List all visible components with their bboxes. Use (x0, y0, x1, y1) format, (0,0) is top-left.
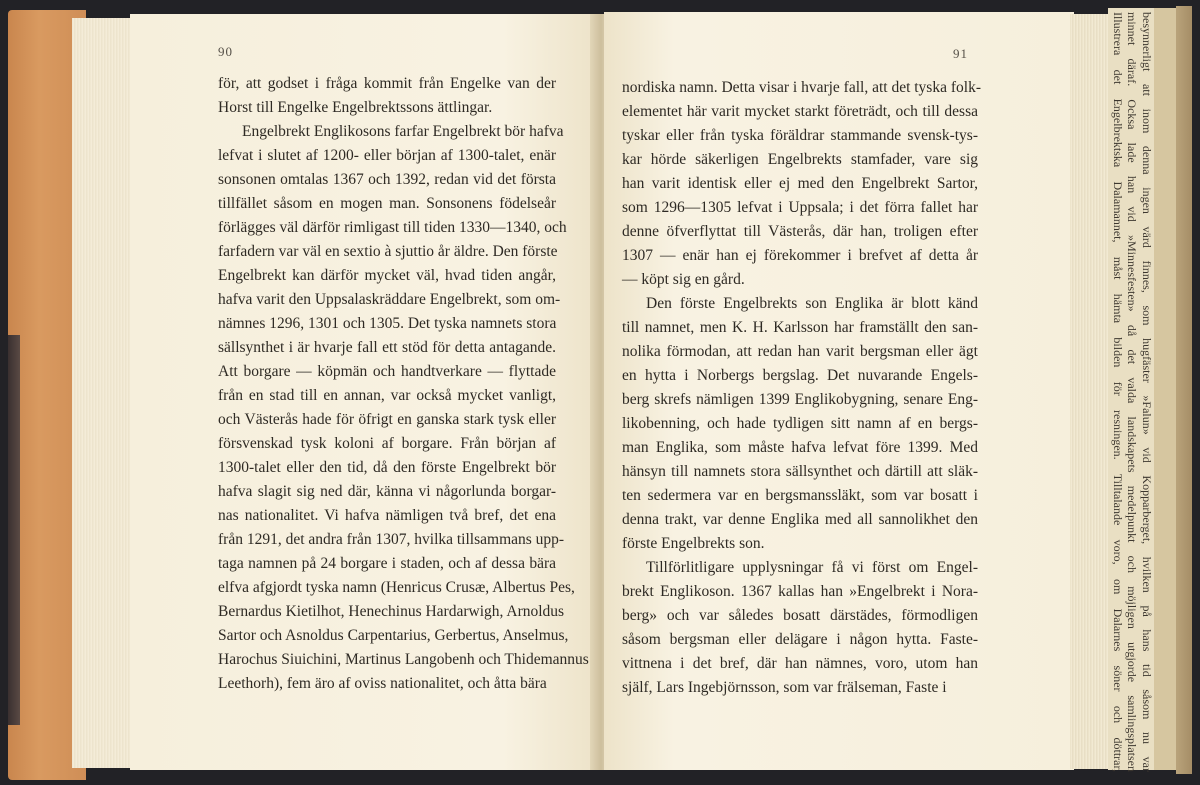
text-line: nolika förmodan, att redan han varit bergsman eller ägt (622, 343, 978, 360)
text-line: Leethorh), fem äro af oviss nationalitet, och åtta bära (218, 675, 547, 692)
text-line: besynnerligt att inom denna ingen värd finnes, som hugfäster »Falun» vid Kopparberget, hvilken på hans tid såsom nu var (1140, 12, 1154, 772)
text-line: 1307 — enär han ej förekommer i brefvet af detta år (622, 247, 978, 264)
text-line: Horst till Engelke Engelbrektssons ättlingar. (218, 99, 493, 116)
text-line: elfva afgjordt tyska namn (Henricus Crusæ, Albertus Pes, (218, 579, 575, 596)
page-edges-right (1070, 14, 1112, 769)
text-line: elementet här varit mycket starkt företrädt, och till dessa (622, 103, 978, 120)
text-line: Harochus Siuichini, Martinus Langobenh och Thidemannus (218, 651, 589, 668)
text-line: berg» och var således bosatt därstädes, förmodligen (622, 607, 978, 624)
text-line: man Englika, som måste hafva lefvat före 1399. Med (622, 439, 978, 456)
text-line: Illustrera det Engelbrektska Dalamannet, måst hämta bilden för resningen. Tilltalande voro, om Dalarnes söner och döttrar, (1111, 12, 1125, 772)
text-line: sonsonen omtalas 1367 och 1392, redan vid det första (218, 171, 556, 188)
page-edges-left (72, 18, 134, 768)
page-number-left: 90 (218, 44, 233, 59)
text-line: för, att godset i fråga kommit från Engelke van der (218, 75, 556, 92)
text-line: Bernardus Kietilhot, Henechinus Hardarwigh, Arnoldus (218, 603, 565, 620)
text-line: farfadern var väl en sextio à sjuttio år äldre. Den förste (218, 243, 558, 260)
text-line: hafva varit den Uppsalaskräddare Engelbrekt, som om- (218, 291, 561, 308)
text-line: — köpt sig en gård. (622, 271, 745, 288)
text-line: brekt Englikoson. 1367 kallas han »Engelbrekt i Nora- (622, 583, 978, 600)
text-line: förste Engelbrekts son. (622, 535, 765, 552)
text-line: förlägges väl därför rimligast till tiden 1330—1340, och (218, 219, 567, 236)
text-line: nordiska namn. Detta visar i hvarje fall, att det tyska folk- (622, 79, 981, 96)
text-line: han varit identisk eller ej med den Engelbrekt Sartor, (622, 175, 978, 192)
text-line: från en stad till en annan, var också mycket vanligt, (218, 387, 556, 404)
text-line: till namnet, men K. H. Karlsson har framställt den san- (622, 319, 978, 336)
text-line: vittnena i det bref, där han nämnes, voro, utom han (622, 655, 978, 672)
text-line: själf, Lars Ingebjörnsson, som var frälseman, Faste i (622, 679, 947, 696)
text-line: Tillförlitligare upplysningar få vi först om Engel- (646, 559, 978, 576)
text-line: Engelbrekt Englikosons farfar Engelbrekt bör hafva (242, 123, 564, 140)
text-line: som 1296—1305 lefvat i Uppsala; i det förra fallet har (622, 199, 978, 216)
page-number-right: 91 (953, 46, 968, 61)
text-line: hafva slagit sig ned där, känna vi någorlunda borgar- (218, 483, 556, 500)
text-line: likobenning, och hade tydligen sitt namn af en bergs- (622, 415, 978, 432)
text-line: sällsynthet i är hvarje fall ett stöd för detta antagande. (218, 339, 556, 356)
text-line: nämnes 1296, 1301 och 1305. Det tyska namnets stora (218, 315, 557, 332)
text-line: nas nationalitet. Vi hafva nämligen två bref, det ena (218, 507, 556, 524)
text-line: ten sedermera var en bergsmanssläkt, som var bosatt i (622, 487, 978, 504)
text-line: och Västerås hade för öfrigt en ganska stark tysk eller (218, 411, 556, 428)
clipping-text (1110, 12, 1154, 772)
text-line: tillfället såsom en mogen man. Sonsonens födelseår (218, 195, 556, 212)
left-page-text (218, 72, 589, 696)
clipping-edge (1154, 8, 1178, 770)
text-line: en hytta i Norbergs bergslag. Det nuvarande Engels- (622, 367, 978, 384)
text-line: denna trakt, var denne Englika med all sannolikhet den (622, 511, 978, 528)
text-line: kar hörde säkerligen Engelbrekts stamfader, vare sig (622, 151, 978, 168)
text-line: från 1291, det andra från 1307, hvilka tillsammans upp- (218, 531, 565, 548)
book-cover-right (1176, 6, 1192, 774)
cover-spine-strip (8, 335, 20, 725)
text-line: tyskar eller från tyska föräldrar stammande svensk-tys- (622, 127, 978, 144)
text-line: denne öfverflyttat till Västerås, där han, troligen efter (622, 223, 978, 240)
text-line: försvenskad tysk koloni af borgare. Från början af (218, 435, 556, 452)
text-line: Engelbrekt kan därför mycket väl, hvad tiden angår, (218, 267, 556, 284)
text-line: Den förste Engelbrekts son Englika är blott känd (646, 295, 978, 312)
text-line: såsom bergsman eller delägare i någon hytta. Faste- (622, 631, 978, 648)
text-line: minnet däraf. Ocksa lade han vid »Minnesfesten» då det valda landskapets medelpunkt och möjligen utgjorde samlingsplatsen (1125, 12, 1140, 772)
text-line: Att borgare — köpmän och handtverkare — flyttade (218, 363, 556, 380)
text-line: 1300-talet eller den tid, då den förste Engelbrekt bör (218, 459, 556, 476)
text-line: Sartor och Asnoldus Carpentarius, Gerbertus, Anselmus, (218, 627, 569, 644)
text-line: berg skrefs nämligen 1399 Englikobygning, senare Eng- (622, 391, 978, 408)
text-line: hänsyn till namnets stora sällsynthet och därtill att släk- (622, 463, 978, 480)
right-page-text (622, 76, 981, 700)
text-line: taga namnen på 24 borgare i staden, och af dessa bära (218, 555, 556, 572)
text-line: lefvat i slutet af 1200- eller början af 1300-talet, enär (218, 147, 556, 164)
